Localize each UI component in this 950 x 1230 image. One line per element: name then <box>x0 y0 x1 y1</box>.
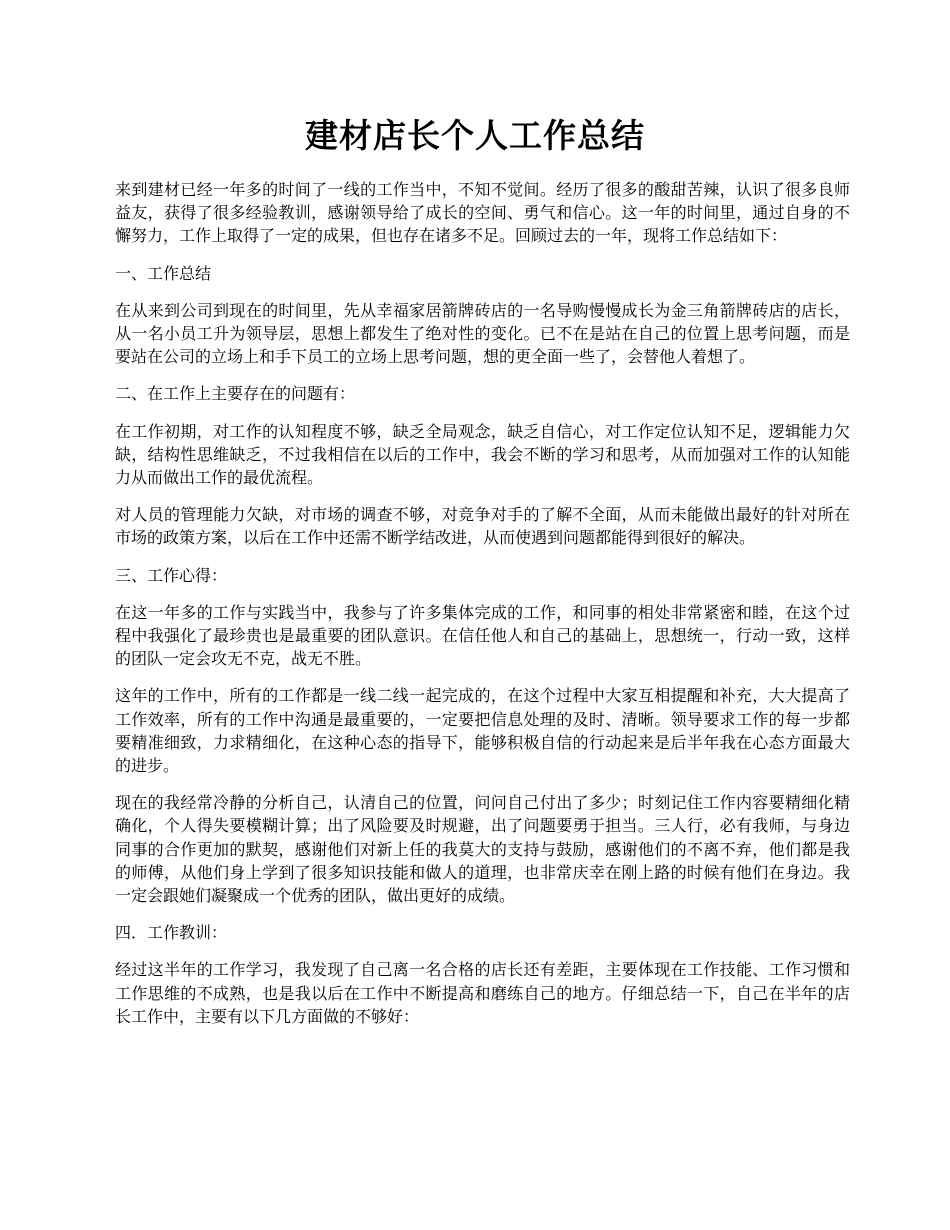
body-paragraph: 在工作初期，对工作的认知程度不够，缺乏全局观念，缺乏自信心，对工作定位认知不足，逻辑能力欠缺，结构性思维缺乏，不过我相信在以后的工作中，我会不断的学习和思考，从而加强对工作的认知能力从而做出工作的最优流程。 <box>115 421 850 488</box>
document-body <box>115 178 850 1042</box>
document-title: 建材店长个人工作总结 <box>305 116 645 155</box>
section-heading-problems: 二、在工作上主要存在的问题有： <box>115 384 356 404</box>
section-heading-work-summary: 一、工作总结 <box>115 263 212 283</box>
body-paragraph: 经过这半年的工作学习，我发现了自己离一名合格的店长还有差距，主要体现在工作技能、工作习惯和工作思维的不成熟，也是我以后在工作中不断提高和磨练自己的地方。仔细总结一下，自己在半年的店长工作中，主要有以下几方面做的不够好： <box>115 960 850 1026</box>
section-heading-experience: 三、工作心得： <box>115 565 228 585</box>
intro-paragraph: 来到建材已经一年多的时间了一线的工作当中，不知不觉间。经历了很多的酸甜苦辣，认识了很多良师益友，获得了很多经验教训，感谢领导给了成长的空间、勇气和信心。这一年的时间里，通过自身的不懈努力，工作上取得了一定的成果，但也存在诸多不足。回顾过去的一年，现将工作总结如下： <box>115 180 850 246</box>
body-paragraph: 对人员的管理能力欠缺，对市场的调查不够，对竞争对手的了解不全面，从而未能做出最好的针对所在市场的政策方案，以后在工作中还需不断学结改进，从而使遇到问题都能得到很好的解决。 <box>115 505 850 548</box>
body-paragraph: 现在的我经常冷静的分析自己，认清自己的位置，问问自己付出了多少；时刻记住工作内容要精细化精确化，个人得失要模糊计算；出了风险要及时规避，出了问题要勇于担当。三人行，必有我师，与身边同事的合作更加的默契，感谢他们对新上任的我莫大的支持与鼓励，感谢他们的不离不弃，他们都是我的师傅，从他们身上学到了很多知识技能和做人的道理，也非常庆幸在刚上路的时候有他们在身边。我一定会跟她们凝聚成一个优秀的团队，做出更好的成绩。 <box>115 793 850 906</box>
body-paragraph: 在从来到公司到现在的时间里，先从幸福家居箭牌砖店的一名导购慢慢成长为金三角箭牌砖店的店长，从一名小员工升为领导层，思想上都发生了绝对性的变化。已不在是站在自己的位置上思考问题，而是要站在公司的立场上和手下员工的立场上思考问题，想的更全面一些了，会替他人着想了。 <box>115 300 850 367</box>
section-heading-lessons: 四．工作教训： <box>115 923 228 943</box>
body-paragraph: 在这一年多的工作与实践当中，我参与了许多集体完成的工作，和同事的相处非常紧密和睦，在这个过程中我强化了最珍贵也是最重要的团队意识。在信任他人和自己的基础上，思想统一，行动一致，这样的团队一定会攻无不克，战无不胜。 <box>115 602 850 669</box>
body-paragraph: 这年的工作中，所有的工作都是一线二线一起完成的，在这个过程中大家互相提醒和补充，大大提高了工作效率，所有的工作中沟通是最重要的，一定要把信息处理的及时、清晰。领导要求工作的每一步都要精准细致，力求精细化，在这种心态的指导下，能够积极自信的行动起来是后半年我在心态方面最大的进步。 <box>115 686 850 776</box>
